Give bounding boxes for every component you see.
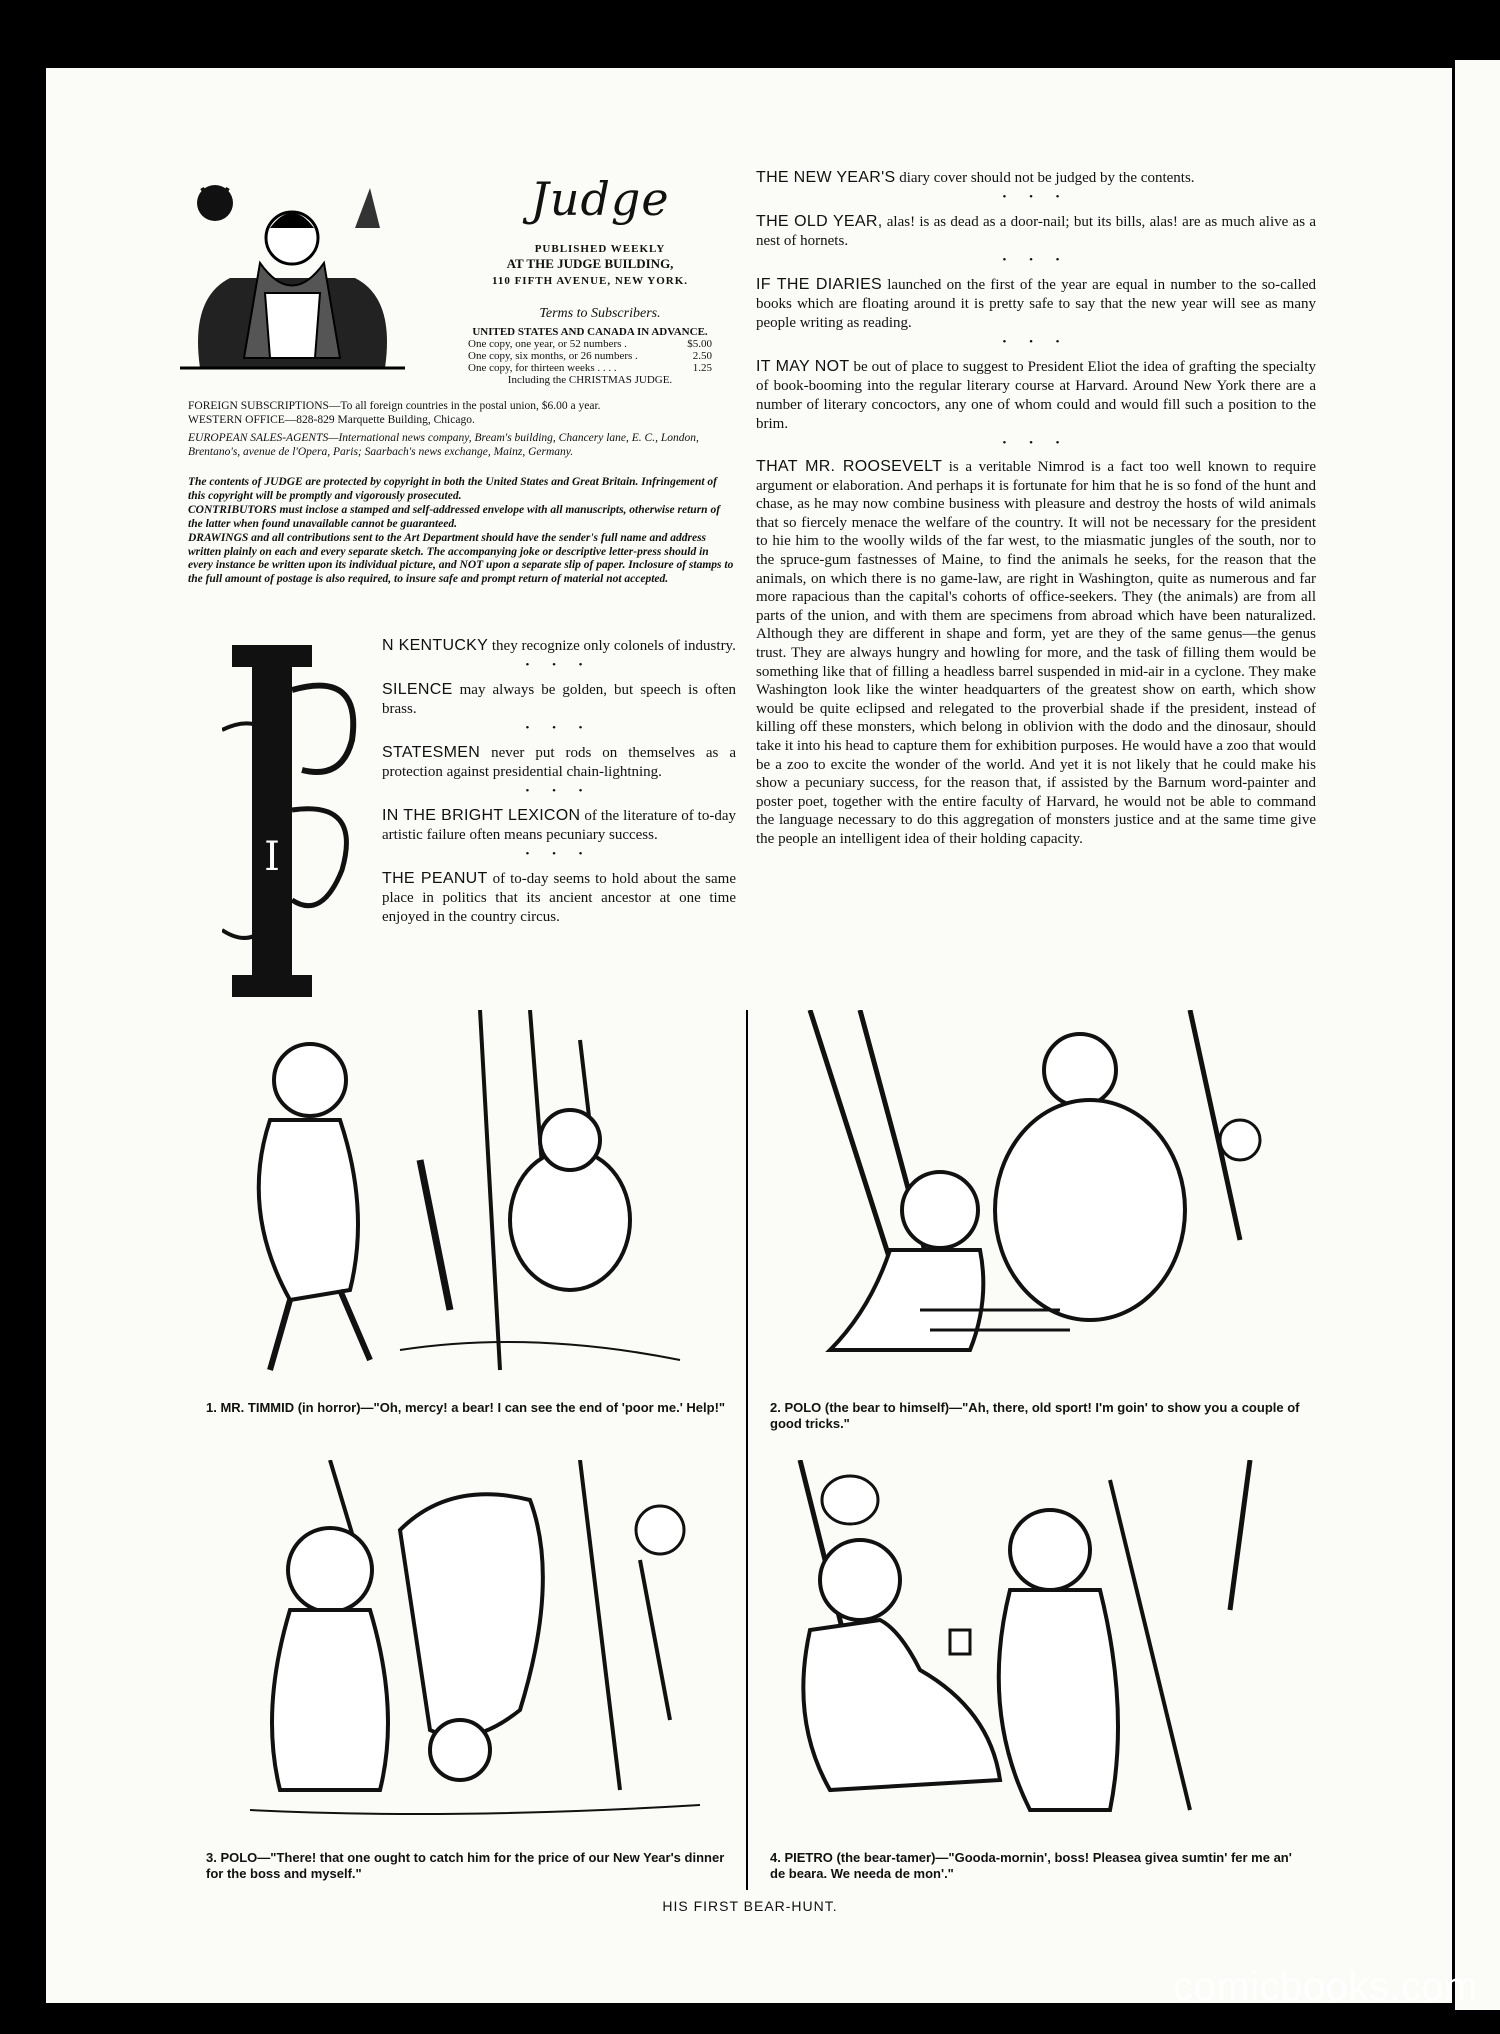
next-page-edge: [1452, 60, 1500, 2010]
paragraph-text: of to-day seems to hold about the same place in politics that its ancient ancestor at one time enjoyed in the country circus.: [382, 871, 736, 925]
separator-dots: • • •: [525, 785, 593, 797]
paragraph-lead: N KENTUCKY: [382, 637, 489, 654]
paragraph-text: may always be golden, but speech is often brass.: [382, 682, 736, 717]
separator-dots: • • •: [525, 848, 593, 860]
terms-row: [468, 362, 712, 374]
left-paragraph: [382, 680, 736, 719]
separator-dots: • • •: [1002, 437, 1070, 449]
left-paragraph: [382, 869, 736, 927]
paragraph-lead: THAT MR. ROOSEVELT: [756, 458, 943, 475]
published-weekly: PUBLISHED WEEKLY: [534, 243, 666, 255]
caption-panel-1: 1. MR. TIMMID (in horror)—"Oh, mercy! a bear! I can see the end of 'poor me.' Help!": [206, 1400, 726, 1415]
right-column: [756, 168, 1316, 848]
terms-label: One copy, for thirteen weeks . . . .: [468, 362, 617, 374]
terms-note: Including the CHRISTMAS JUDGE.: [507, 374, 673, 386]
right-paragraph: [756, 168, 1316, 188]
masthead-title: Judge: [530, 172, 670, 226]
drawings-notice: DRAWINGS and all contributions sent to the Art Department should have the sender's full name and address written plainly on each and every separate sketch. The accompanying joke or descriptive letter-press should in every instance be written upon its individual picture, and NOT upon a separate slip of paper. Inclosure of stamps to the full amount of postage is also required, to insure safe and prompt return of material not accepted.: [188, 532, 734, 585]
european-agents: EUROPEAN SALES-AGENTS—International news company, Bream's building, Chancery lane, E. C., London, Brentano's, avenue de l'Opera, Paris; Saarbach's news exchange, Mainz, Germany.: [188, 432, 699, 458]
terms-region: UNITED STATES AND CANADA IN ADVANCE.: [472, 326, 708, 338]
copyright-notice: The contents of JUDGE are protected by copyright in both the United States and Great Britain. Infringement of this copyright will be promptly and vigorously prosecuted.: [188, 476, 718, 502]
right-paragraph: [756, 212, 1316, 251]
paragraph-lead: SILENCE: [382, 681, 453, 698]
foreign-subscriptions: FOREIGN SUBSCRIPTIONS—To all foreign countries in the postal union, $6.00 a year.: [188, 400, 601, 412]
judge-masthead-illustration: [180, 168, 405, 378]
subscription-terms: [468, 326, 712, 386]
site-watermark: comicbooks.com: [1173, 1965, 1478, 2009]
right-paragraph: [756, 357, 1316, 434]
left-paragraph: [382, 743, 736, 782]
cartoon-title: HIS FIRST BEAR-HUNT.: [662, 1898, 838, 1914]
terms-label: One copy, six months, or 26 numbers .: [468, 350, 638, 362]
paragraph-text: they recognize only colonels of industry.: [488, 638, 736, 654]
terms-price: 2.50: [692, 350, 712, 362]
cartoon-panel-2: [770, 1010, 1300, 1390]
western-office: WESTERN OFFICE—828-829 Marquette Building, Chicago.: [188, 414, 475, 426]
separator-dots: • • •: [1002, 254, 1070, 266]
caption-panel-2: 2. POLO (the bear to himself)—"Ah, there, old sport! I'm goin' to show you a couple of good tricks.": [770, 1400, 1300, 1431]
paragraph-lead: THE NEW YEAR'S: [756, 169, 896, 186]
separator-dots: • • •: [525, 722, 593, 734]
cartoon-divider-bottom: [746, 1460, 748, 1890]
drop-cap-letter: I: [264, 834, 280, 880]
paragraph-text: diary cover should not be judged by the contents.: [895, 170, 1195, 186]
ornate-drop-cap: [222, 630, 372, 1010]
terms-row: [468, 350, 712, 362]
paragraph-lead: IT MAY NOT: [756, 358, 850, 375]
cartoon-divider-top: [746, 1010, 748, 1460]
paragraph-text: alas! is as dead as a door-nail; but its bills, alas! are as much alive as a nest of hornets.: [756, 214, 1316, 249]
paragraph-text: launched on the first of the year are equal in number to the so-called books which are floating around it is pretty safe to say that the new year will see as many people writing as reading.: [756, 277, 1316, 331]
contributors-notice: CONTRIBUTORS must inclose a stamped and self-addressed envelope with all manuscripts, otherwise return of the latter when found unavailable cannot be guaranteed.: [188, 504, 721, 530]
paragraph-lead: IN THE BRIGHT LEXICON: [382, 807, 581, 824]
paragraph-lead: IF THE DIARIES: [756, 276, 883, 293]
cartoon-panel-4: [770, 1460, 1300, 1840]
terms-heading: Terms to Subscribers.: [539, 306, 661, 321]
paragraph-text: be out of place to suggest to President Eliot the idea of grafting the specialty of book-booming into the regular literary course at Harvard. Around New York there are a number of literary concoctors, any one of whom could and would fill such a position to the brim.: [756, 359, 1316, 432]
paragraph-text: of the literature of to-day artistic failure often means pecuniary success.: [382, 808, 736, 843]
separator-dots: • • •: [1002, 191, 1070, 203]
masthead-building: AT THE JUDGE BUILDING,: [506, 256, 674, 271]
left-column: [382, 636, 736, 927]
terms-label: One copy, one year, or 52 numbers .: [468, 338, 627, 350]
terms-price: 1.25: [692, 362, 712, 374]
right-paragraph: [756, 275, 1316, 333]
terms-price: $5.00: [687, 338, 712, 350]
paragraph-text: never put rods on themselves as a protection against presidential chain-lightning.: [382, 745, 736, 780]
paragraph-lead: THE OLD YEAR,: [756, 213, 883, 230]
paragraph-lead: THE PEANUT: [382, 870, 488, 887]
terms-row: [468, 338, 712, 350]
cartoon-panel-3: [200, 1460, 720, 1840]
left-paragraph: [382, 806, 736, 845]
paragraph-lead: STATESMEN: [382, 744, 481, 761]
cartoon-panel-1: [200, 1010, 720, 1390]
separator-dots: • • •: [1002, 336, 1070, 348]
left-paragraph: [382, 636, 736, 656]
paragraph-text: is a veritable Nimrod is a fact too well known to require argument or elaboration. And perhaps it is fortunate for him that he is so fond of the hunt and chase, as he may now combine business with pleasure and destroy the hosts of wild animals that so fiercely menace the welfare of the country. It will not be necessary for the president to hie him to the woolly wilds of the far west, to the miasmatic jungles of the south, nor to the spruce-gum fastnesses of Maine, to find the animals he seeks, for the reason that the animals, on which there is no game-law, are right in Washington, quite as numerous and far more rapacious than the capital's cohorts of office-seekers. They (the animals) are from all parts of the union, and with them are specimens from abroad which have been naturalized. Although they are different in shape and form, yet are they of the same genus—the genus trust. They are always hungry and howling for more, and the task of filling them would be something like that of filling a headless barrel suspended in mid-air in a cyclone. They make Washington look like the winter headquarters of the greatest show on earth, which show would be quite eclipsed and relegated to the proverbial shade if the president, instead of killing off these monsters, which belong in oblivion with the dodo and the dinosaur, should take it into his head to capture them for exhibition purposes. He would have a zoo that would be a zoo to excite the wonder of the world. And yet it is not likely that he could make his show a pecuniary success, for the reason that, if assisted by the Barnum word-painter and poster poet, together with the entire faculty of Harvard, he would not be able to command the language necessary to do this aggregation of monsters justice and at the same time give the people an intelligent idea of their holding capacity.: [756, 459, 1316, 847]
masthead-address: 110 FIFTH AVENUE, NEW YORK.: [491, 275, 689, 287]
caption-panel-4: 4. PIETRO (the bear-tamer)—"Gooda-mornin', boss! Pleasea givea sumtin' fer me an' de beara. We needa de mon'.": [770, 1850, 1292, 1881]
right-paragraph: [756, 458, 1316, 848]
separator-dots: • • •: [525, 659, 593, 671]
caption-panel-3: 3. POLO—"There! that one ought to catch him for the price of our New Year's dinner for the boss and myself.": [206, 1850, 725, 1881]
